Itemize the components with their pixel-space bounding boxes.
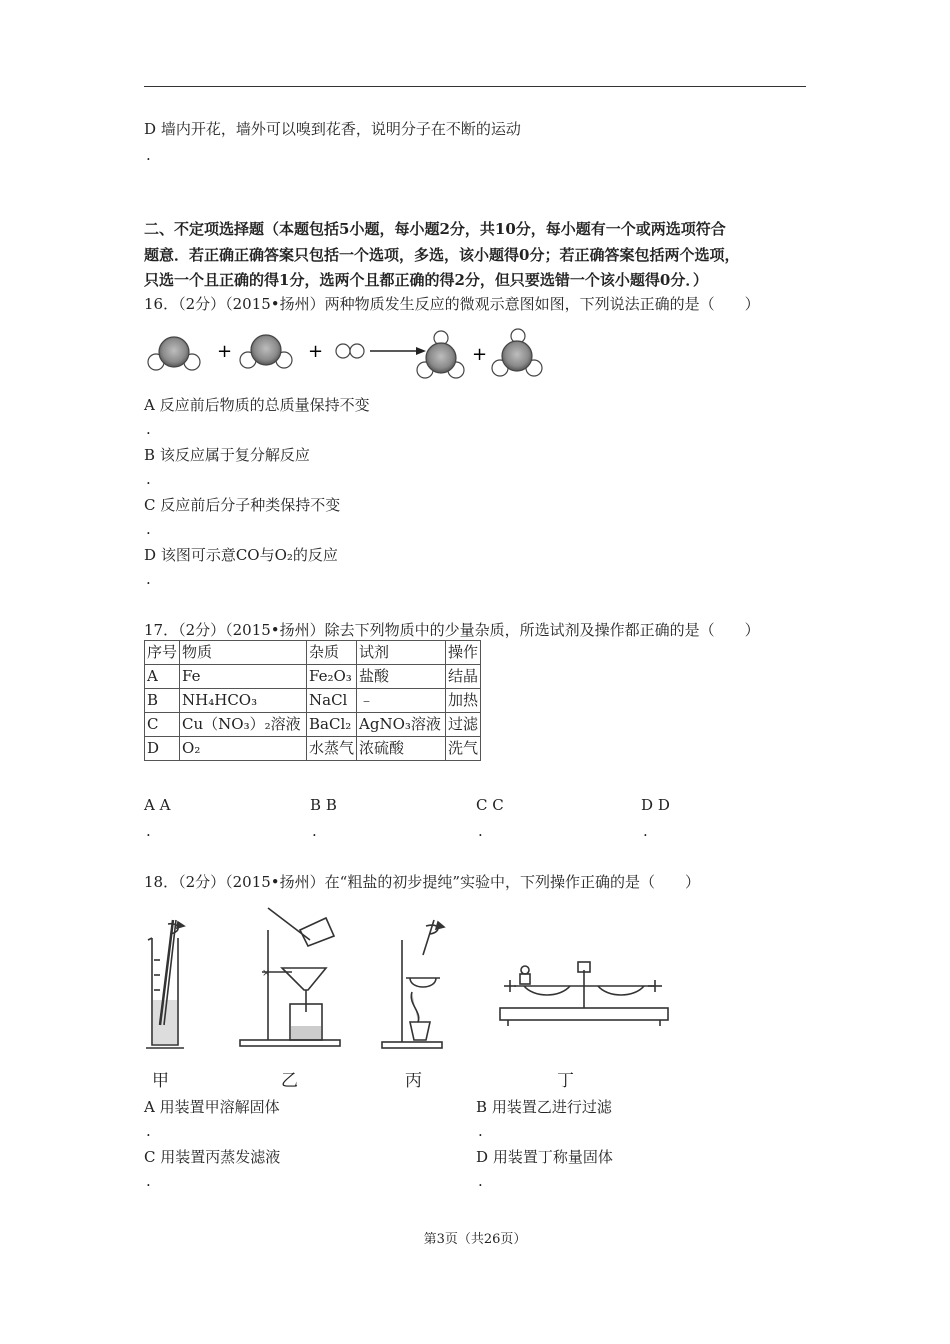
table-header-cell: 试剂 bbox=[357, 641, 446, 665]
option-label: A bbox=[144, 1098, 155, 1116]
option-text: A bbox=[159, 796, 171, 814]
option-text: 墙内开花，墙外可以嗅到花香，说明分子在不断的运动 bbox=[160, 120, 521, 138]
option-dot: . bbox=[146, 520, 151, 538]
plus-sign: + bbox=[308, 341, 324, 362]
graduated-cylinder-icon bbox=[146, 920, 184, 1048]
device-label-yi: 乙 bbox=[281, 1071, 298, 1091]
device-label-jia: 甲 bbox=[152, 1071, 169, 1091]
option-dot: . bbox=[478, 1122, 483, 1140]
table-cell: Cu（NO₃）₂溶液 bbox=[180, 713, 307, 737]
option-text: D bbox=[657, 796, 670, 814]
q18-stem: 18．（2分）（2015•扬州）在“粗盐的初步提纯”实验中，下列操作正确的是（ ） bbox=[144, 873, 700, 891]
table-cell: Fe₂O₃ bbox=[307, 665, 357, 689]
table-cell: NaCl bbox=[307, 689, 357, 713]
reaction-arrow bbox=[370, 347, 426, 355]
table-cell: D bbox=[145, 737, 180, 761]
molecule-product-1 bbox=[417, 331, 464, 378]
table-cell: 洗气 bbox=[446, 737, 481, 761]
q16-option-a[interactable] bbox=[144, 394, 370, 415]
plus-sign: + bbox=[217, 341, 233, 362]
plus-sign: + bbox=[472, 344, 488, 365]
option-dot: . bbox=[312, 822, 317, 840]
option-label: A bbox=[144, 796, 155, 814]
q16-option-d[interactable] bbox=[144, 544, 338, 565]
option-label: B bbox=[310, 796, 322, 814]
q17-stem: 17．（2分）（2015•扬州）除去下列物质中的少量杂质，所选试剂及操作都正确的是（ ） bbox=[144, 621, 760, 639]
q18-option-a[interactable] bbox=[144, 1096, 280, 1117]
option-text: 用装置丙蒸发滤液 bbox=[160, 1148, 281, 1166]
q17-option-b[interactable] bbox=[310, 796, 337, 814]
device-label-bing: 丙 bbox=[405, 1071, 422, 1091]
option-dot: . bbox=[643, 822, 648, 840]
header-rule bbox=[144, 86, 806, 87]
q17-option-d[interactable] bbox=[641, 796, 670, 814]
option-text: 用装置甲溶解固体 bbox=[159, 1098, 280, 1116]
filtration-setup-icon bbox=[240, 908, 340, 1046]
q18-option-d[interactable] bbox=[476, 1146, 613, 1167]
option-text: 用装置乙进行过滤 bbox=[491, 1098, 612, 1116]
option-label: A bbox=[144, 396, 155, 414]
table-cell: 过滤 bbox=[446, 713, 481, 737]
table-cell: BaCl₂ bbox=[307, 713, 357, 737]
q18-option-c[interactable] bbox=[144, 1146, 280, 1167]
table-cell: 加热 bbox=[446, 689, 481, 713]
prev-option-d[interactable] bbox=[144, 118, 521, 139]
option-dot: . bbox=[146, 822, 151, 840]
table-header-cell: 序号 bbox=[145, 641, 180, 665]
q17-option-a[interactable] bbox=[144, 796, 170, 814]
section-heading-line2: 题意．若正确正确答案只包括一个选项，多选，该小题得0分；若正确答案包括两个选项， bbox=[144, 246, 740, 264]
table-cell: ﹣ bbox=[357, 689, 446, 713]
option-label: D bbox=[144, 546, 157, 564]
option-label: C bbox=[476, 796, 488, 814]
table-cell: AgNO₃溶液 bbox=[357, 713, 446, 737]
table-cell: A bbox=[145, 665, 180, 689]
option-dot: . bbox=[478, 822, 483, 840]
option-dot: . bbox=[146, 146, 151, 164]
option-dot: . bbox=[146, 1122, 151, 1140]
option-text: B bbox=[325, 796, 337, 814]
option-label: C bbox=[144, 1148, 156, 1166]
option-label: D bbox=[641, 796, 654, 814]
table-row bbox=[145, 665, 481, 689]
q17-table bbox=[144, 640, 481, 761]
molecule-reactant-1 bbox=[148, 337, 200, 370]
table-header-cell: 操作 bbox=[446, 641, 481, 665]
table-cell: B bbox=[145, 689, 180, 713]
option-dot: . bbox=[146, 1172, 151, 1190]
q16-option-b[interactable] bbox=[144, 444, 310, 465]
q18-option-b[interactable] bbox=[476, 1096, 612, 1117]
section-heading-line3: 只选一个且正确的得1分，选两个且都正确的得2分，但只要选错一个该小题得0分．） bbox=[144, 271, 708, 289]
table-cell: C bbox=[145, 713, 180, 737]
molecule-product-2 bbox=[492, 329, 542, 376]
option-label: B bbox=[144, 446, 156, 464]
option-text: 用装置丁称量固体 bbox=[492, 1148, 613, 1166]
option-text: 该反应属于复分解反应 bbox=[159, 446, 310, 464]
option-dot: . bbox=[478, 1172, 483, 1190]
option-dot: . bbox=[146, 470, 151, 488]
balance-scale-icon bbox=[500, 962, 668, 1026]
table-header-cell: 杂质 bbox=[307, 641, 357, 665]
q16-option-c[interactable] bbox=[144, 494, 340, 515]
q16-stem: 16．（2分）（2015•扬州）两种物质发生反应的微观示意图如图，下列说法正确的是（ ） bbox=[144, 295, 760, 313]
option-text: C bbox=[492, 796, 504, 814]
table-cell: O₂ bbox=[180, 737, 307, 761]
option-text: 反应前后分子种类保持不变 bbox=[160, 496, 341, 514]
table-row bbox=[145, 713, 481, 737]
option-label: C bbox=[144, 496, 156, 514]
table-header-cell: 物质 bbox=[180, 641, 307, 665]
table-cell: 水蒸气 bbox=[307, 737, 357, 761]
molecule-reactant-3 bbox=[336, 344, 364, 358]
option-label: B bbox=[476, 1098, 488, 1116]
table-header-row bbox=[145, 641, 481, 665]
device-label-ding: 丁 bbox=[557, 1071, 574, 1091]
option-dot: . bbox=[146, 570, 151, 588]
table-cell: 盐酸 bbox=[357, 665, 446, 689]
q16-reaction-diagram bbox=[144, 328, 544, 380]
table-row bbox=[145, 737, 481, 761]
q18-apparatus-diagram bbox=[140, 900, 700, 1060]
page-footer: 第3页（共26页） bbox=[423, 1232, 527, 1247]
table-cell: NH₄HCO₃ bbox=[180, 689, 307, 713]
table-cell: 结晶 bbox=[446, 665, 481, 689]
table-cell: Fe bbox=[180, 665, 307, 689]
table-row bbox=[145, 689, 481, 713]
table-cell: 浓硫酸 bbox=[357, 737, 446, 761]
option-dot: . bbox=[146, 420, 151, 438]
svg-text:×: × bbox=[262, 968, 271, 979]
q17-option-c[interactable] bbox=[476, 796, 504, 814]
option-text: 该图可示意CO与O₂的反应 bbox=[160, 546, 338, 564]
option-label: D bbox=[476, 1148, 489, 1166]
option-label: D bbox=[144, 120, 157, 138]
section-heading-line1: 二、不定项选择题（本题包括5小题，每小题2分，共10分，每小题有一个或两选项符合 bbox=[144, 220, 726, 238]
molecule-reactant-2 bbox=[240, 335, 292, 368]
option-text: 反应前后物质的总质量保持不变 bbox=[159, 396, 370, 414]
evaporation-setup-icon bbox=[382, 920, 444, 1048]
